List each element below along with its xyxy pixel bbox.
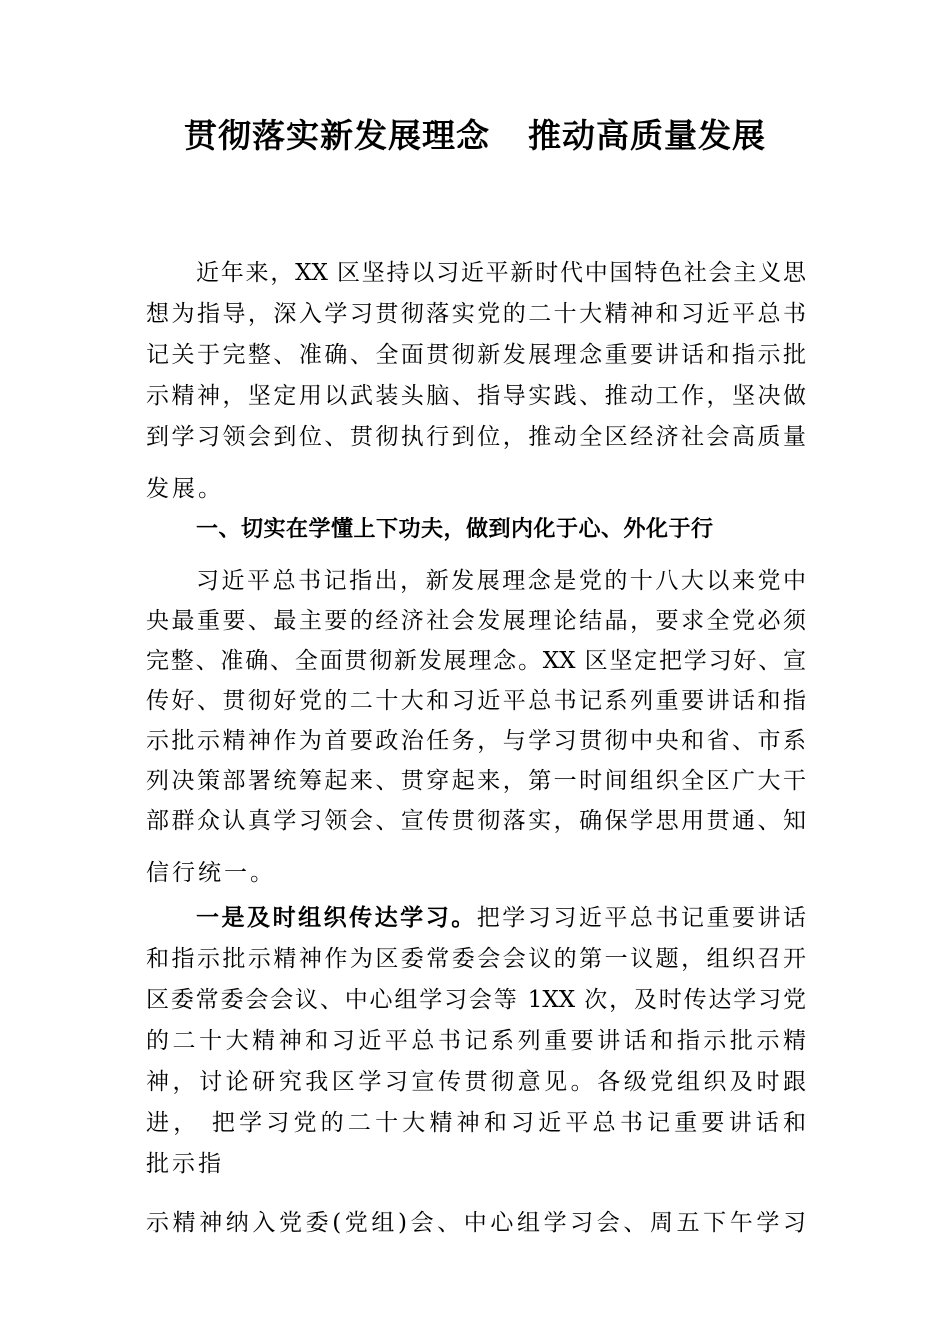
paragraph-2-line-6: 列决策部署统筹起来、贯穿起来，第一时间组织全区广大干 bbox=[146, 768, 806, 794]
paragraph-2-line-2: 央最重要、最主要的经济社会发展理论结晶，要求全党必须 bbox=[146, 608, 806, 634]
title-part-1: 贯彻落实新发展理念 bbox=[184, 116, 490, 155]
paragraph-3-line-6: 进， 把学习党的二十大精神和习近平总书记重要讲话和 bbox=[146, 1110, 806, 1136]
paragraph-3-line-1 bbox=[196, 903, 806, 933]
paragraph-3-line-5: 神，讨论研究我区学习宣传贯彻意见。各级党组织及时跟 bbox=[146, 1069, 806, 1095]
paragraph-3-line-3: 区委常委会会议、中心组学习会等 1XX 次，及时传达学习党 bbox=[146, 987, 806, 1013]
paragraph-1-line-6: 发展。 bbox=[146, 476, 224, 502]
paragraph-2-line-1: 习近平总书记指出，新发展理念是党的十八大以来党中 bbox=[196, 568, 806, 594]
paragraph-3-line-7: 批示指 bbox=[146, 1151, 224, 1177]
title-part-2: 推动高质量发展 bbox=[528, 116, 766, 155]
paragraph-1-line-5: 到学习领会到位、贯彻执行到位，推动全区经济社会高质量 bbox=[146, 424, 806, 450]
paragraph-1-line-4: 示精神，坚定用以武装头脑、指导实践、推动工作，坚决做 bbox=[146, 383, 806, 409]
paragraph-3-line-1-text: 把学习习近平总书记重要讲话 bbox=[476, 905, 807, 931]
paragraph-2-line-5: 示批示精神作为首要政治任务，与学习贯彻中央和省、市系 bbox=[146, 728, 806, 754]
paragraph-1-line-3: 记关于完整、准确、全面贯彻新发展理念重要讲话和指示批 bbox=[146, 342, 806, 368]
paragraph-1-line-1: 近年来，XX 区坚持以习近平新时代中国特色社会主义思 bbox=[196, 260, 806, 286]
paragraph-2-line-8: 信行统一。 bbox=[146, 860, 276, 886]
paragraph-3-line-2: 和指示批示精神作为区委常委会会议的第一议题，组织召开 bbox=[146, 946, 806, 972]
section-heading-1: 一、切实在学懂上下功夫，做到内化于心、外化于行 bbox=[196, 517, 714, 542]
paragraph-2-line-7: 部群众认真学习领会、宣传贯彻落实，确保学思用贯通、知 bbox=[146, 808, 806, 834]
paragraph-1-line-2: 想为指导，深入学习贯彻落实党的二十大精神和习近平总书 bbox=[146, 301, 806, 327]
document-title bbox=[0, 110, 950, 157]
paragraph-3-line-8: 示精神纳入党委(党组)会、中心组学习会、周五下午学习 bbox=[146, 1210, 806, 1236]
paragraph-3-line-4: 的二十大精神和习近平总书记系列重要讲话和指示批示精 bbox=[146, 1028, 806, 1054]
paragraph-2-line-4: 传好、贯彻好党的二十大和习近平总书记系列重要讲话和指 bbox=[146, 688, 806, 714]
paragraph-2-line-3: 完整、准确、全面贯彻新发展理念。XX 区坚定把学习好、宣 bbox=[146, 648, 806, 674]
paragraph-3-lead: 一是及时组织传达学习。 bbox=[196, 904, 477, 931]
